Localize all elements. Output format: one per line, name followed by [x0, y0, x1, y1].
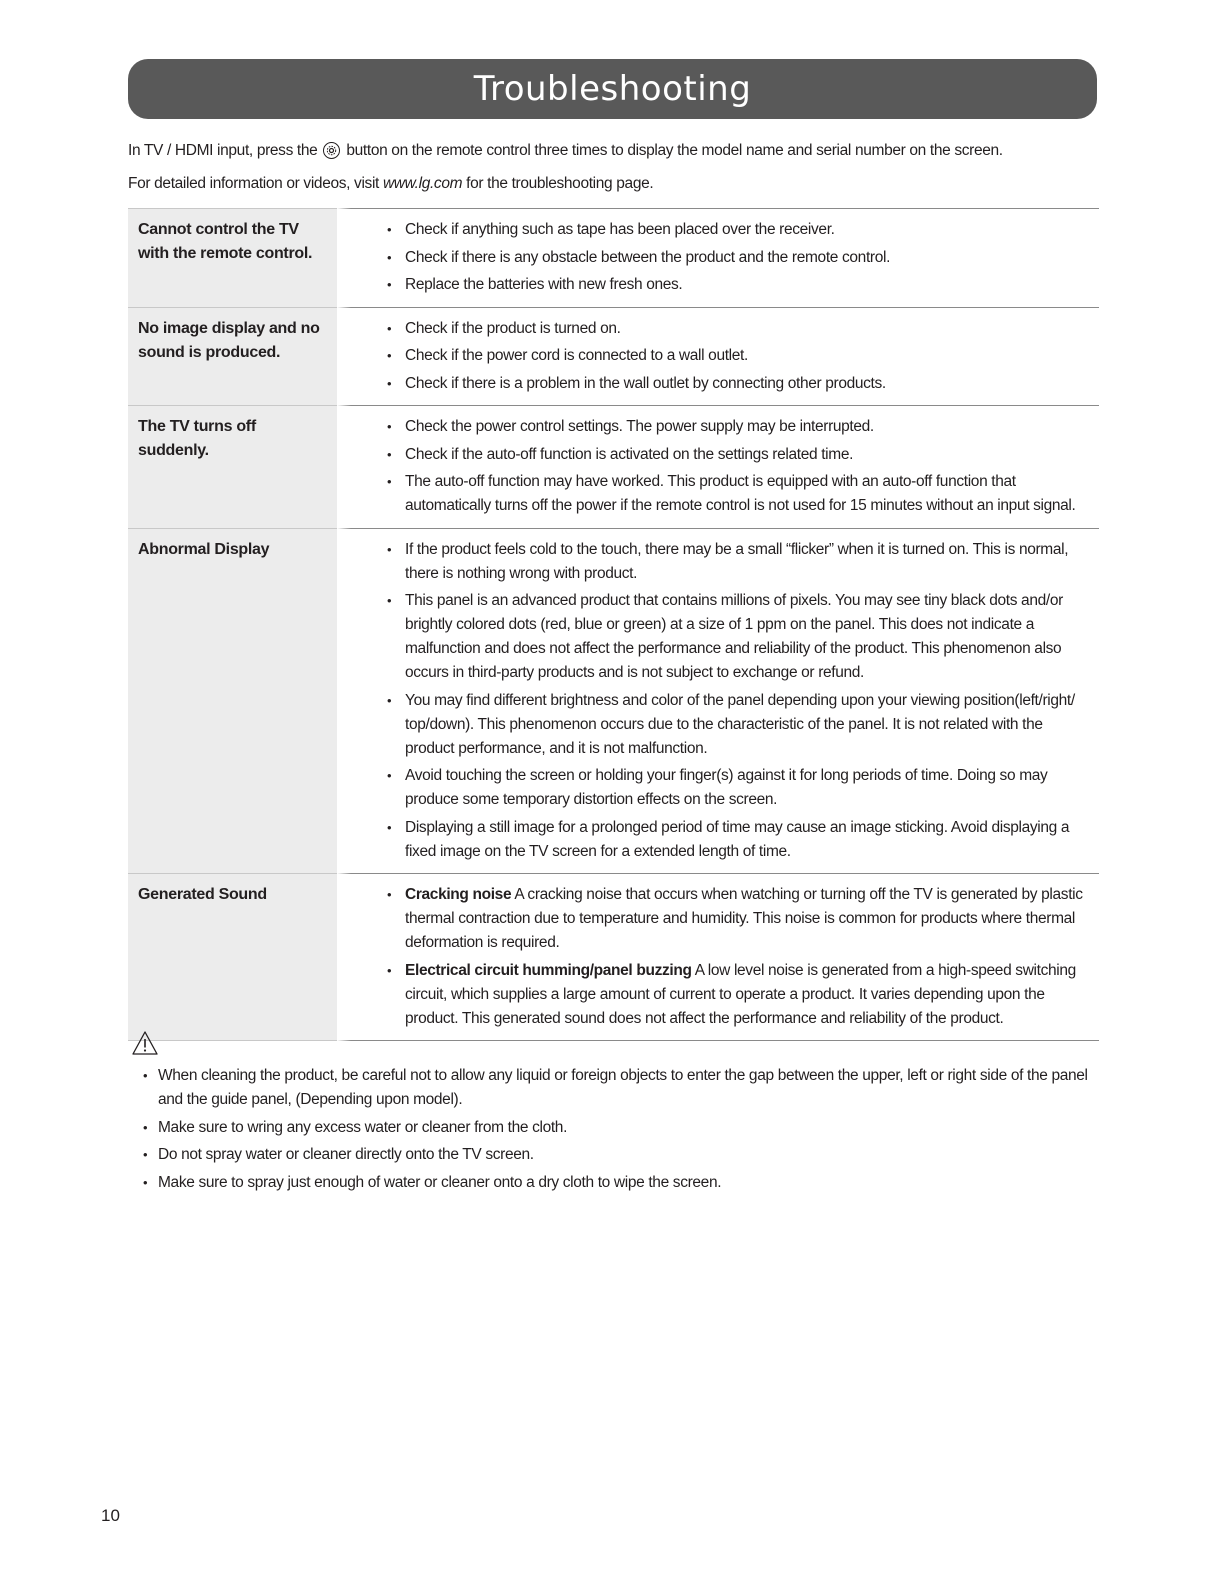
- intro-line-2-before: For detailed information or videos, visit: [128, 175, 379, 192]
- solution-text: If the product feels cold to the touch, there may be a small “flicker” when it is turned on. This is normal, there is nothing wrong with product.: [405, 540, 1069, 582]
- problem-cell: Cannot control the TV with the remote control.: [128, 208, 337, 308]
- lg-website-link[interactable]: www.lg.com: [382, 175, 463, 192]
- list-item: [395, 470, 1089, 518]
- list-item: [395, 538, 1089, 586]
- list-item: [395, 589, 1089, 685]
- solution-list: [395, 317, 1089, 396]
- troubleshooting-table: [128, 208, 1099, 1041]
- list-item: [395, 273, 1089, 297]
- solution-text: Check the power control settings. The power supply may be interrupted.: [405, 418, 874, 435]
- caution-item: • Make sure to wring any excess water or cleaner from the cloth.: [128, 1116, 1088, 1140]
- solution-text: Check if there is a problem in the wall outlet by connecting other products.: [405, 374, 886, 392]
- intro-line-2-after: for the troubleshooting page.: [466, 175, 654, 192]
- intro-line-1: [128, 142, 1128, 160]
- problem-cell: The TV turns off suddenly.: [128, 406, 337, 529]
- solution-list: [395, 415, 1089, 518]
- list-item: [395, 246, 1089, 270]
- solution-cell: [337, 529, 1099, 875]
- list-item: [395, 689, 1089, 761]
- solution-cell: [337, 874, 1099, 1041]
- table-row: [128, 208, 1099, 308]
- intro-line-2: [128, 175, 1128, 193]
- solution-text: Avoid touching the screen or holding your finger(s) against it for long periods of time. Doing so may produce some temporary distortion effects on the screen.: [405, 767, 1048, 808]
- settings-button-icon: [323, 142, 340, 159]
- table-row: [128, 874, 1099, 1041]
- solution-text: Displaying a still image for a prolonged period of time may cause an image sticking. Avoid displaying a fixed image on the TV screen for a extended length of time.: [405, 818, 1070, 860]
- solution-text: A low level noise is generated from a high-speed switching circuit, which supplies a large amount of current to operate a product. It varies depending upon the product. This generated sound does not affect the performance and reliability of the product.: [405, 961, 1076, 1027]
- solution-text: The auto-off function may have worked. This product is equipped with an auto-off function that automatically turns off the power if the remote control is not used for 15 minutes without an input signal.: [405, 473, 1076, 514]
- table-row: [128, 308, 1099, 407]
- caution-section: [128, 1030, 1088, 1198]
- title-banner: [128, 59, 1097, 119]
- caution-item: • When cleaning the product, be careful not to allow any liquid or foreign objects to enter the gap between the upper, left or right side of the panel and the guide panel, (Depending upon model).: [128, 1064, 1088, 1112]
- solution-cell: [337, 406, 1099, 529]
- intro-line-1-before: In TV / HDMI input, press the: [128, 142, 318, 159]
- solution-cell: [337, 208, 1099, 308]
- intro-line-1-after: button on the remote control three times to display the model name and serial number on the screen.: [346, 142, 1003, 159]
- solution-text: A cracking noise that occurs when watching or turning off the TV is generated by plastic thermal contraction due to temperature and humidity. This noise is common for products where thermal deformation is required.: [405, 886, 1083, 951]
- solution-heading: Cracking noise: [405, 886, 512, 903]
- solution-list: [395, 883, 1089, 1031]
- solution-list: [395, 218, 1089, 297]
- page-number: 10: [101, 1506, 120, 1525]
- list-item: [395, 764, 1089, 812]
- solution-text: Replace the batteries with new fresh ones.: [405, 276, 683, 293]
- solution-text: Check if the product is turned on.: [405, 319, 621, 337]
- solution-list: [395, 538, 1089, 864]
- table-row: [128, 406, 1099, 529]
- caution-item: • Do not spray water or cleaner directly onto the TV screen.: [128, 1143, 1088, 1167]
- list-item: [395, 317, 1089, 341]
- list-item: [395, 344, 1089, 368]
- page-title: Troubleshooting: [473, 69, 752, 109]
- list-item: [395, 816, 1089, 864]
- solution-text: This panel is an advanced product that contains millions of pixels. You may see tiny black dots and/or brightly colored dots (red, blue or green) at a size of 1 ppm on the panel. This does not indicate a malfunction and does not affect the performance and reliability of the product. This phenomenon also occurs in third-party products and is not subject to exchange or refund.: [405, 592, 1063, 681]
- solution-text: Check if anything such as tape has been placed over the receiver.: [405, 221, 835, 238]
- solution-cell: [337, 308, 1099, 407]
- problem-cell: Generated Sound: [128, 874, 337, 1041]
- solution-text: Check if the power cord is connected to a wall outlet.: [405, 347, 748, 364]
- caution-list: [128, 1064, 1088, 1195]
- solution-text: Check if the auto-off function is activated on the settings related time.: [405, 445, 854, 463]
- table-row: [128, 529, 1099, 875]
- list-item: [395, 883, 1089, 955]
- list-item: [395, 959, 1089, 1031]
- problem-cell: Abnormal Display: [128, 529, 337, 875]
- list-item: [395, 443, 1089, 467]
- list-item: [395, 415, 1089, 439]
- solution-heading: Electrical circuit humming/panel buzzing: [405, 961, 692, 979]
- list-item: [395, 218, 1089, 242]
- warning-triangle-icon: [131, 1030, 159, 1056]
- problem-cell: No image display and no sound is produced.: [128, 308, 337, 407]
- solution-text: You may find different brightness and color of the panel depending upon your viewing position(left/right/ top/down). This phenomenon occurs due to the characteristic of the panel. It is not related with the product performance, and it is not malfunction.: [405, 691, 1075, 757]
- list-item: [395, 372, 1089, 396]
- solution-text: Check if there is any obstacle between the product and the remote control.: [405, 248, 891, 266]
- caution-item: • Make sure to spray just enough of water or cleaner onto a dry cloth to wipe the screen.: [128, 1171, 1088, 1195]
